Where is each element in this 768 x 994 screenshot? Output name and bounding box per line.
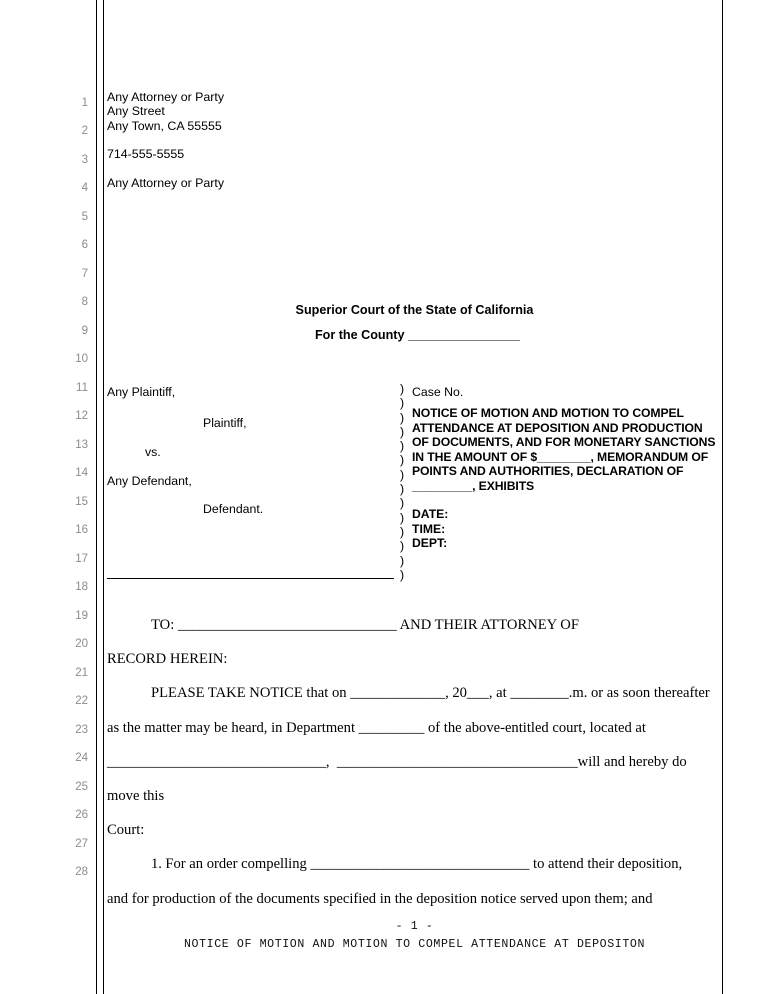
left-margin-rule-outer [96, 0, 97, 994]
line-number-14: 14 [75, 467, 88, 479]
attorney-city-state-zip: Any Town, CA 55555 [107, 118, 222, 133]
line-number-7: 7 [81, 267, 88, 280]
hearing-dept-label: DEPT: [412, 536, 448, 550]
line-number-8: 8 [81, 296, 88, 308]
right-margin-rule [722, 0, 723, 994]
line-number-27: 27 [75, 837, 88, 850]
attorney-street: Any Street [107, 104, 165, 119]
page-content [107, 0, 722, 994]
line-number-15: 15 [75, 495, 88, 508]
body-paragraph-department: as the matter may be heard, in Department _________ of the above-entitled court, located at [107, 719, 646, 736]
caption-paren: ) [399, 567, 405, 582]
line-number-10: 10 [75, 353, 88, 365]
line-number-6: 6 [81, 239, 88, 251]
body-paragraph-court: Court: [107, 822, 145, 839]
caption-versus: vs. [145, 445, 161, 459]
line-number-22: 22 [75, 695, 88, 707]
court-county: For the County ________________ [314, 328, 521, 342]
hearing-info-block [412, 507, 722, 551]
line-number-1: 1 [81, 96, 88, 109]
hearing-date-label: DATE: [412, 507, 449, 521]
caption-paren: ) [399, 467, 405, 482]
line-number-11: 11 [76, 381, 88, 394]
caption-paren: ) [399, 539, 405, 554]
line-number-20: 20 [75, 638, 88, 650]
line-number-23: 23 [75, 723, 88, 736]
line-number-26: 26 [75, 809, 88, 821]
caption-defendant-name: Any Defendant, [107, 474, 192, 488]
line-number-18: 18 [75, 581, 88, 593]
line-number-9: 9 [81, 324, 88, 337]
caption-paren: ) [399, 553, 405, 568]
case-caption [107, 382, 722, 590]
document-body [107, 608, 722, 916]
body-paragraph-located-at: ______________________________, _________________________________will and hereby do move this [107, 753, 691, 805]
body-list-item-1-continued: and for production of the documents specified in the deposition notice served upon them; and [107, 890, 653, 907]
caption-paren-column [395, 382, 409, 582]
footer-running-title: NOTICE OF MOTION AND MOTION TO COMPEL ATTENDANCE AT DEPOSITON [184, 937, 645, 951]
line-number-25: 25 [75, 780, 88, 793]
caption-paren: ) [399, 424, 405, 439]
caption-defendant-role: Defendant. [203, 502, 264, 516]
line-number-17: 17 [75, 552, 88, 565]
body-paragraph-notice: PLEASE TAKE NOTICE that on _____________, 20___, at ________.m. or as soon thereafter [151, 685, 710, 702]
page-number-marker: - 1 - [395, 920, 434, 933]
caption-plaintiff-name: Any Plaintiff, [107, 385, 176, 399]
left-margin-rule-inner [103, 0, 104, 994]
line-number-4: 4 [81, 182, 88, 194]
line-number-21: 21 [75, 666, 88, 679]
attorney-phone: 714-555-5555 [107, 147, 185, 162]
attorney-header-block [107, 90, 547, 190]
caption-paren: ) [399, 396, 405, 411]
page-footer [107, 918, 722, 953]
caption-title-column [412, 385, 722, 551]
line-number-24: 24 [75, 752, 88, 764]
caption-paren: ) [399, 524, 405, 539]
caption-divider-line [107, 578, 394, 579]
case-number-label: Case No. [412, 385, 464, 399]
caption-paren: ) [399, 453, 405, 468]
line-number-28: 28 [75, 866, 88, 878]
line-number-19: 19 [75, 609, 88, 622]
motion-title: NOTICE OF MOTION AND MOTION TO COMPEL ATTENDANCE AT DEPOSITION AND PRODUCTION OF DOCUMENTS, AND FOR MONETARY SANCTIONS IN THE AMOUNT OF $________, MEMORANDUM OF POINTS AND AUTHORITIES, DECLARATION OF _________, EXHIBITS [412, 406, 716, 493]
caption-paren: ) [399, 439, 405, 454]
body-paragraph-to: TO: ______________________________ AND THEIR ATTORNEY OF [151, 617, 579, 633]
attorney-party-designation: Any Attorney or Party [107, 175, 225, 190]
body-list-item-1: 1. For an order compelling ______________________________ to attend their deposition, [151, 856, 683, 873]
line-number-2: 2 [81, 125, 88, 137]
caption-paren: ) [399, 410, 405, 425]
caption-paren: ) [399, 382, 405, 396]
hearing-time-label: TIME: [412, 521, 446, 536]
caption-plaintiff-role: Plaintiff, [203, 416, 247, 430]
attorney-name: Any Attorney or Party [107, 90, 225, 104]
line-number-12: 12 [75, 410, 88, 422]
body-paragraph-record-herein: RECORD HEREIN: [107, 651, 228, 668]
line-number-5: 5 [81, 210, 88, 223]
line-number-13: 13 [75, 438, 88, 451]
line-number-3: 3 [81, 153, 88, 166]
court-name: Superior Court of the State of California [295, 303, 534, 317]
line-number-16: 16 [75, 524, 88, 536]
caption-paren: ) [399, 496, 405, 511]
caption-paren: ) [399, 510, 405, 525]
court-title-block [107, 298, 722, 348]
caption-paren: ) [399, 482, 405, 497]
